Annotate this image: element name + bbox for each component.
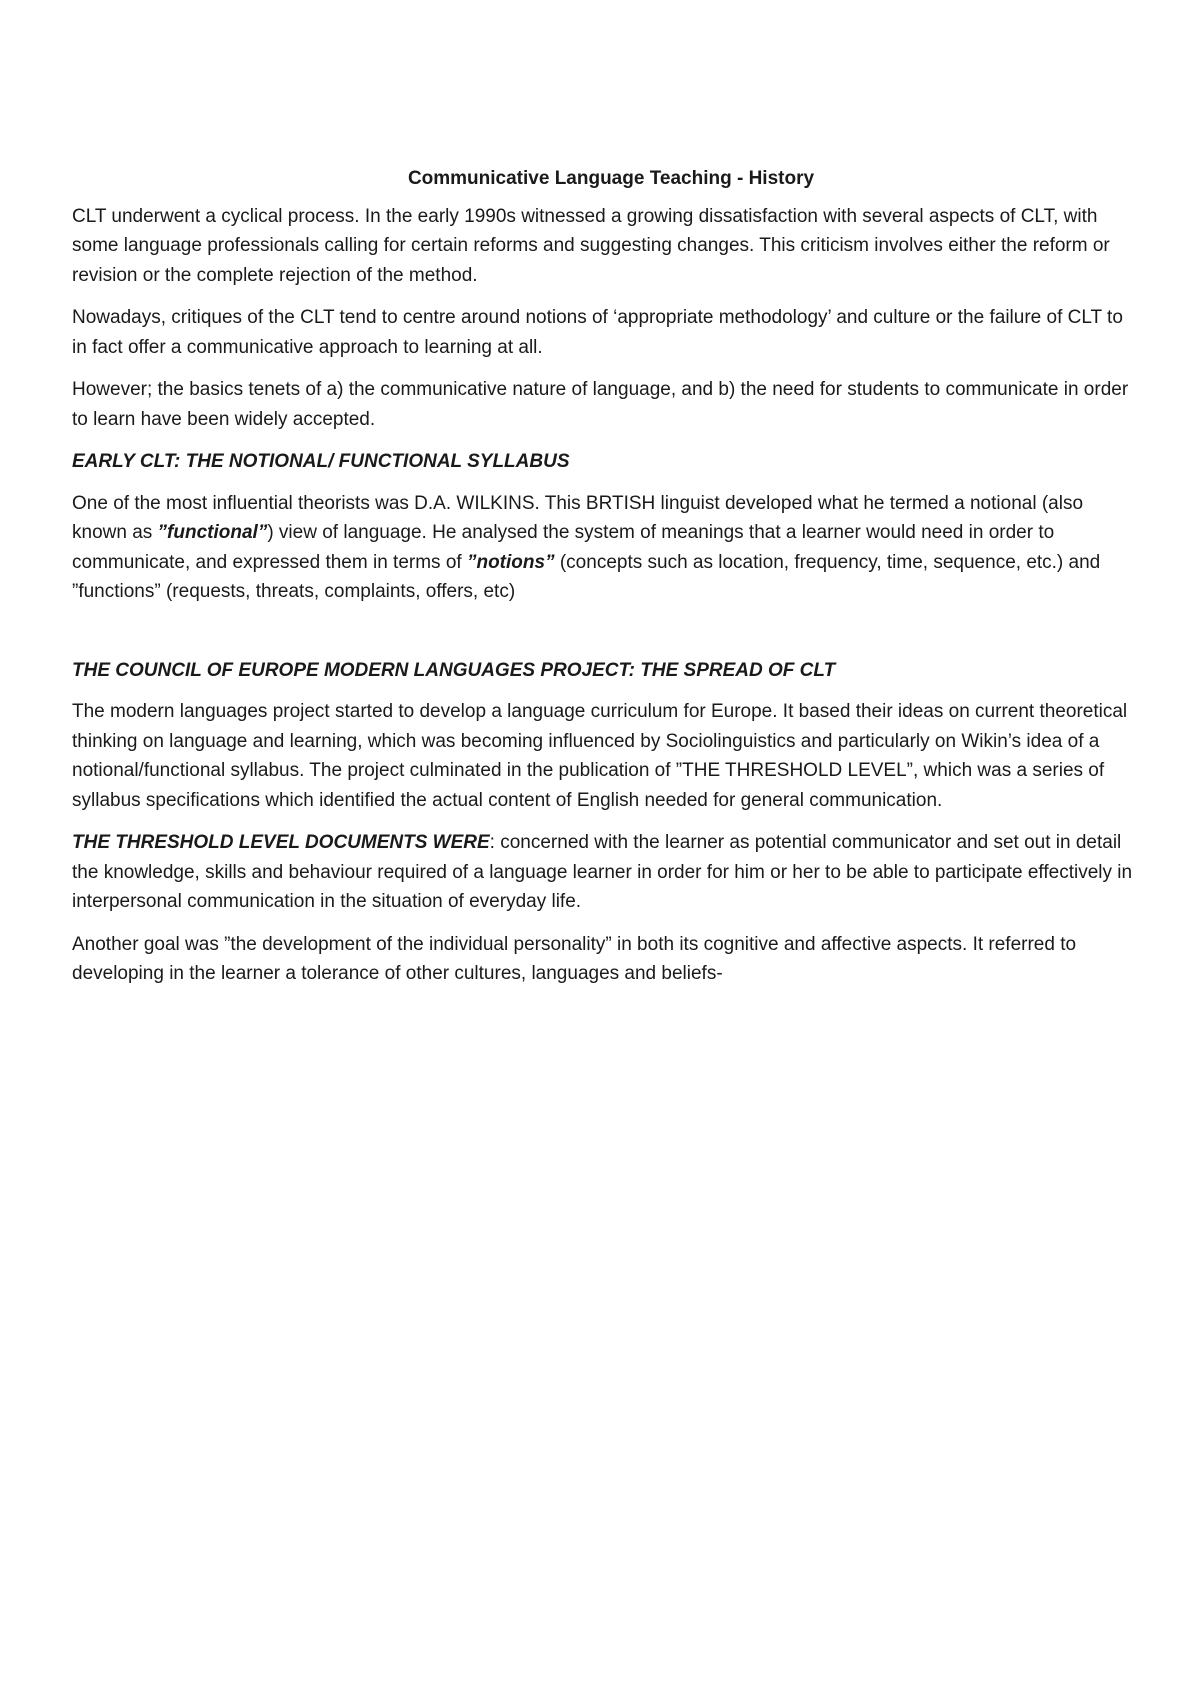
threshold-level-lead: THE THRESHOLD LEVEL DOCUMENTS WERE — [72, 832, 490, 853]
wilkins-paragraph — [72, 489, 1142, 607]
section-spacer — [72, 620, 1142, 656]
intro-paragraph-1: CLT underwent a cyclical process. In the early 1990s witnessed a growing dissatisfaction with several aspects of CLT, with some language professionals calling for certain reforms and suggesting changes. This criticism involves either the reform or revision or the complete rejection of the method. — [72, 205, 1110, 286]
notions-term: ”notions” — [466, 551, 555, 573]
another-goal-paragraph: Another goal was ”the development of the individual personality” in both its cognitive and affective aspects. It referred to developing in the learner a tolerance of other cultures, languages and beliefs- — [72, 933, 1077, 984]
intro-paragraph-2: Nowadays, critiques of the CLT tend to centre around notions of ‘appropriate methodology’ and culture or the failure of CLT to in fact offer a communicative approach to learning at all. — [72, 307, 1123, 358]
modern-languages-paragraph: The modern languages project started to develop a language curriculum for Europe. It based their ideas on current theoretical thinking on language and learning, which was becoming influenced by Sociolinguistics and particularly on Wikin’s idea of a notional/functional syllabus. The project culminated in the publication of ”THE THRESHOLD LEVEL”, which was a series of syllabus specifications which identified the actual content of English needed for general communication. — [72, 701, 1128, 811]
wilkins-text-c: (concepts such as location, frequency, time, sequence, etc.) and ”functions” (requests, threats, complaints, offers, etc) — [72, 551, 1101, 602]
wilkins-text-b: ) view of language. He analysed the system of meanings that a learner would need in order to communicate, and expressed them in terms of — [72, 522, 1055, 573]
document-page — [72, 164, 1142, 1002]
threshold-level-paragraph — [72, 828, 1142, 917]
wilkins-text-a: One of the most influential theorists was D.A. WILKINS. This BRTISH linguist developed what he termed a notional (also known as — [72, 492, 1084, 543]
threshold-level-text: : concerned with the learner as potential communicator and set out in detail the knowledge, skills and behaviour required of a language learner in order for him or her to be able to participate effectively in interpersonal communication in the situation of everyday life. — [72, 832, 1133, 912]
section-heading-council-of-europe: THE COUNCIL OF EUROPE MODERN LANGUAGES PROJECT: THE SPREAD OF CLT — [72, 659, 836, 681]
functional-term: ”functional” — [157, 522, 268, 543]
intro-paragraph-3: However; the basics tenets of a) the communicative nature of language, and b) the need for students to communicate in order to learn have been widely accepted. — [72, 379, 1129, 430]
section-heading-early-clt: EARLY CLT: THE NOTIONAL/ FUNCTIONAL SYLLABUS — [72, 451, 570, 472]
document-title: Communicative Language Teaching - History — [407, 168, 815, 189]
